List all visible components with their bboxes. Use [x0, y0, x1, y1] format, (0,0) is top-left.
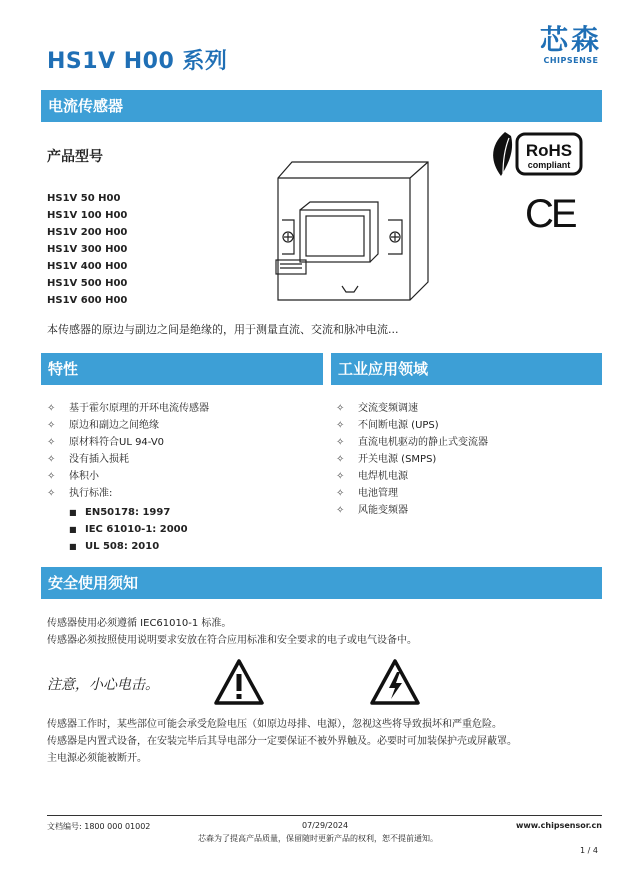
standard-item: ■ UL 508: 2010 — [47, 538, 209, 555]
list-item: ✧ 风能变频器 — [336, 502, 488, 519]
diamond-bullet-icon: ✧ — [47, 471, 56, 482]
safety-paragraph-bottom — [47, 716, 517, 767]
section-title-safety: 安全使用须知 — [48, 574, 139, 592]
diamond-bullet-icon: ✧ — [336, 488, 345, 499]
diamond-bullet-icon: ✧ — [336, 420, 345, 431]
product-drawing — [270, 160, 440, 310]
shock-warning-text: 注意，小心电击。 — [47, 677, 159, 693]
model-item: HS1V 100 H00 — [47, 210, 128, 221]
diamond-bullet-icon: ✧ — [336, 454, 345, 465]
list-item: ✧ 不间断电源 (UPS) — [336, 417, 488, 434]
footer-divider — [47, 815, 602, 816]
list-item: ✧ 电池管理 — [336, 485, 488, 502]
application-list — [336, 400, 488, 519]
list-item: ✧ 原材料符合UL 94-V0 — [47, 434, 209, 451]
square-bullet-icon: ■ — [69, 542, 77, 551]
model-list — [47, 190, 127, 309]
diamond-bullet-icon: ✧ — [47, 403, 56, 414]
standard-item: ■ IEC 61010-1: 2000 — [47, 521, 209, 538]
feature-list — [47, 400, 209, 555]
footer-notice: 芯森为了提高产品质量，保留随时更新产品的权利，恕不提前通知。 — [198, 834, 438, 843]
diamond-bullet-icon: ✧ — [47, 488, 56, 499]
document-date: 07/29/2024 — [302, 821, 349, 830]
diamond-bullet-icon: ✧ — [336, 437, 345, 448]
section-title-applications: 工业应用领域 — [338, 360, 429, 378]
model-item: HS1V 400 H00 — [47, 261, 128, 272]
safety-line: 传感器工作时，某些部位可能会承受危险电压（如原边母排、电源），忽视这些将导致损坏和严重危险。 — [47, 719, 502, 730]
rohs-leaf-icon — [487, 126, 587, 182]
square-bullet-icon: ■ — [69, 508, 77, 517]
diamond-bullet-icon: ✧ — [47, 454, 56, 465]
document-number: 文档编号: 1800 000 01002 — [47, 822, 151, 831]
diamond-bullet-icon: ✧ — [47, 420, 56, 431]
website-link[interactable]: www.chipsensor.cn — [515, 821, 602, 830]
diamond-bullet-icon: ✧ — [336, 403, 345, 414]
safety-paragraph-top — [47, 615, 417, 649]
ce-mark-icon: CE — [525, 192, 575, 236]
list-item: ✧ 原边和副边之间绝缘 — [47, 417, 209, 434]
brand-logo — [531, 24, 611, 65]
section-title-features: 特性 — [48, 360, 79, 378]
list-item: ✧ 开关电源 (SMPS) — [336, 451, 488, 468]
safety-line: 主电源必须能被断开。 — [47, 753, 147, 764]
list-item: ✧ 交流变频调速 — [336, 400, 488, 417]
section-bar-safety — [41, 567, 602, 599]
safety-line: 传感器必须按照使用说明要求安放在符合应用标准和安全要求的电子或电气设备中。 — [47, 635, 417, 646]
section-bar-current-sensor — [41, 90, 602, 122]
section-bar-features — [41, 353, 323, 385]
page-number: 1 / 4 — [580, 846, 598, 855]
list-item: ✧ 执行标准: — [47, 485, 209, 502]
model-item: HS1V 500 H00 — [47, 278, 128, 289]
list-item: ✧ 直流电机驱动的静止式变流器 — [336, 434, 488, 451]
diamond-bullet-icon: ✧ — [336, 471, 345, 482]
model-item: HS1V 200 H00 — [47, 227, 128, 238]
logo-english: CHIPSENSE — [543, 56, 599, 65]
electric-shock-warning-icon — [369, 658, 421, 706]
section-title-current-sensor: 电流传感器 — [48, 97, 124, 115]
diamond-bullet-icon: ✧ — [47, 437, 56, 448]
page-title: HS1V H00 系列 — [47, 49, 228, 74]
model-item: HS1V 50 H00 — [47, 193, 121, 204]
square-bullet-icon: ■ — [69, 525, 77, 534]
model-item: HS1V 300 H00 — [47, 244, 128, 255]
safety-line: 传感器是内置式设备，在安装完毕后其导电部分一定要保证不被外界触及。必要时可加装保护壳或屏蔽罩。 — [47, 736, 517, 747]
product-model-heading: 产品型号 — [47, 149, 103, 165]
rohs-compliant-label: compliant — [527, 160, 571, 170]
list-item: ✧ 体积小 — [47, 468, 209, 485]
section-bar-applications — [331, 353, 602, 385]
general-warning-icon — [213, 658, 265, 706]
list-item: ✧ 电焊机电源 — [336, 468, 488, 485]
standard-item: ■ EN50178: 1997 — [47, 504, 209, 521]
safety-line: 传感器使用必须遵循 IEC61010-1 标准。 — [47, 618, 232, 629]
model-item: HS1V 600 H00 — [47, 295, 128, 306]
list-item: ✧ 没有插入损耗 — [47, 451, 209, 468]
product-intro: 本传感器的原边与副边之间是绝缘的，用于测量直流、交流和脉冲电流... — [47, 323, 399, 336]
rohs-label: RoHS — [525, 141, 573, 160]
diamond-bullet-icon: ✧ — [336, 505, 345, 516]
list-item: ✧ 基于霍尔原理的开环电流传感器 — [47, 400, 209, 417]
logo-chinese: 芯森 — [539, 23, 602, 56]
